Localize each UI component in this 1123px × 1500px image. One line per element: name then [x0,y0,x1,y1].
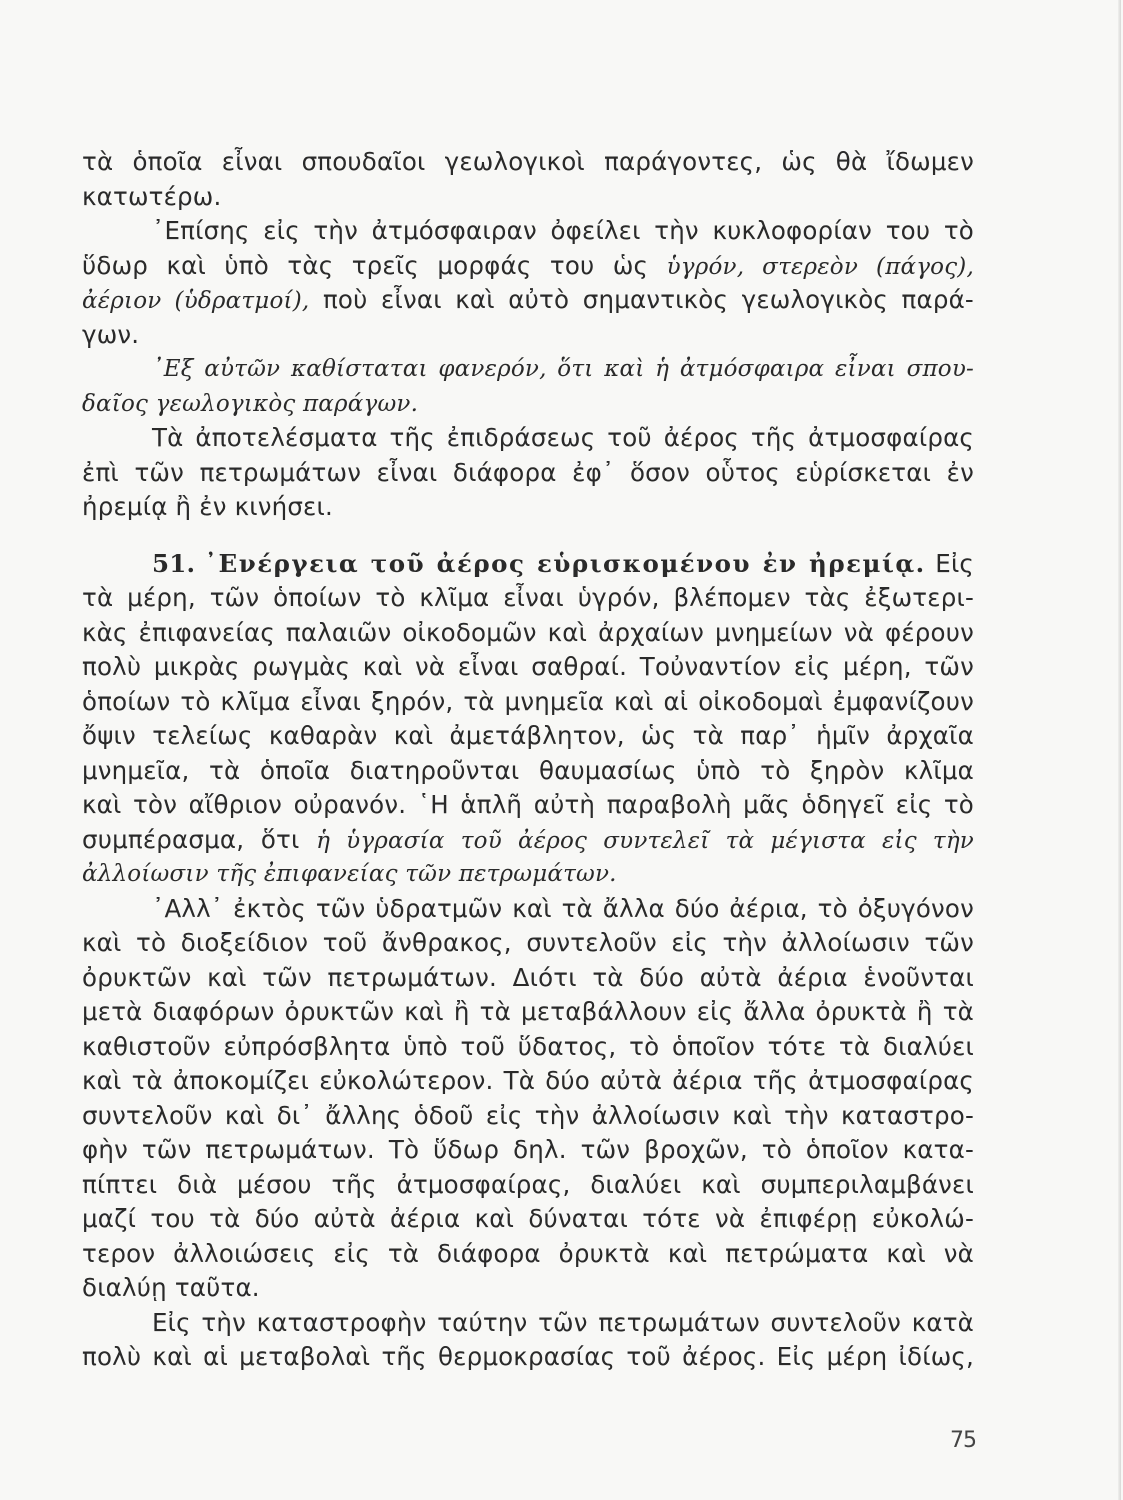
text-line [82,283,974,318]
text-line: Τὰ ἀποτελέσματα τῆς ἐπιδράσεως τοῦ ἀέρος τῆς ἀτμοσφαίρας [152,423,974,452]
text-line: καθιστοῦν εὐπρόσβλητα ὑπὸ τοῦ ὕδατος, τὸ ὁποῖον τότε τὰ διαλύει [82,1031,974,1061]
italic-line: ἀλλοίωσιν τῆς ἐπιφανείας τῶν πετρωμάτων. [82,861,617,887]
paragraph-3 [82,352,974,421]
paragraph-2 [82,214,974,352]
text-span: ποὺ εἶναι καὶ αὐτὸ σημαντικὸς γεωλογικὸς παρά- [322,285,974,314]
italic-span: ἀέριον (ὑδρατμοί), [82,288,310,314]
text-line: συντελοῦν καὶ δι᾿ ἄλλης ὁδοῦ εἰς τὴν ἀλλοίωσιν καὶ τὴν καταστρο- [82,1100,974,1130]
paragraph-7 [82,1306,974,1375]
section-heading-line [82,547,974,582]
italic-line: δαῖος γεωλογικὸς παράγων. [82,390,419,417]
text-line: πίπτει διὰ μέσου τῆς ἀτμοσφαίρας, διαλύει καὶ συμπεριλαμβάνει [82,1169,974,1199]
text-line: κατωτέρω. [82,181,222,211]
text-line: Εἰς τὴν καταστροφὴν ταύτην τῶν πετρωμάτων συντελοῦν κατὰ [152,1307,974,1337]
text-span: ὕδωρ καὶ ὑπὸ τὰς τρεῖς μορφάς του ὡς [82,250,649,280]
text-line: πολὺ καὶ αἱ μεταβολαὶ τῆς θερμοκρασίας τοῦ ἀέρος. Εἰς μέρη ἰδίως, [82,1342,974,1371]
text-line: φὴν τῶν πετρωμάτων. Τὸ ὕδωρ δηλ. τῶν βροχῶν, τὸ ὁποῖον κατα- [82,1135,974,1164]
text-line: πολὺ μικρὰς ρωγμὰς καὶ νὰ εἶναι σαθραί. Τοὐναντίον εἰς μέρη, τῶν [82,652,974,681]
text-line: μαζί του τὰ δύο αὐτὰ ἀέρια καὶ δύναται τότε νὰ ἐπιφέρῃ εὐκολώ- [82,1204,974,1233]
text-span: συμπέρασμα, ὅτι [82,824,300,854]
text-line: ὀρυκτῶν καὶ τῶν πετρωμάτων. Διότι τὰ δύο αὐτὰ ἀέρια ἑνοῦνται [82,962,974,992]
page-body [82,145,974,1375]
text-line: ᾿Αλλ᾿ ἐκτὸς τῶν ὑδρατμῶν καὶ τὰ ἄλλα δύο ἀέρια, τὸ ὀξυγόνον [152,893,974,923]
text-line: ὄψιν τελείως καθαρὰν καὶ ἀμετάβλητον, ὡς τὰ παρ᾿ ἡμῖν ἀρχαῖα [82,721,974,750]
paragraph-1 [82,145,974,214]
text-line [82,823,974,858]
text-line: καὶ τὸ διοξείδιον τοῦ ἄνθρακος, συντελοῦν εἰς τὴν ἀλλοίωσιν τῶν [82,928,974,957]
text-line [82,249,974,284]
text-line: ἐπὶ τῶν πετρωμάτων εἶναι διάφορα ἐφ᾿ ὅσον οὗτος εὑρίσκεται ἐν [82,457,974,487]
italic-span: ὑγρόν, στερεὸν (πάγος), [666,253,974,280]
paragraph-6 [82,892,974,1306]
text-line: ᾿Επίσης εἰς τὴν ἀτμόσφαιραν ὀφείλει τὴν κυκλοφορίαν του τὸ [152,216,974,245]
text-line: μετὰ διαφόρων ὀρυκτῶν καὶ ἢ τὰ μεταβάλλουν εἰς ἄλλα ὀρυκτὰ ἢ τὰ [82,997,974,1026]
text-line: μνημεῖα, τὰ ὁποῖα διατηροῦνται θαυμασίως ὑπὸ τὸ ξηρὸν κλῖμα [82,755,974,785]
text-line: τὰ ὁποῖα εἶναι σπουδαῖοι γεωλογικοὶ παράγοντες, ὡς θὰ ἴδωμεν [82,147,974,176]
italic-line: ᾿Εξ αὐτῶν καθίσταται φανερόν, ὅτι καὶ ἡ ἀτμόσφαιρα εἶναι σπου- [152,356,974,382]
text-line: ἠρεμίᾳ ἢ ἐν κινήσει. [82,492,333,521]
section-51 [82,547,974,892]
text-line: διαλύῃ ταῦτα. [82,1273,260,1302]
text-line: τὰ μέρη, τῶν ὁποίων τὸ κλῖμα εἶναι ὑγρόν, βλέπομεν τὰς ἐξωτερι- [82,583,974,612]
section-number: 51. [152,548,196,578]
page-edge-shadow [1118,0,1121,1500]
text-line: τερον ἀλλοιώσεις εἰς τὰ διάφορα ὀρυκτὰ καὶ πετρώματα καὶ νὰ [82,1238,974,1268]
paragraph-4 [82,421,974,525]
text-line: γων. [82,319,140,349]
text-span: Εἰς [935,548,975,578]
text-line: καὶ τὸν αἴθριον οὐρανόν. ῾Η ἁπλῆ αὐτὴ παραβολὴ μᾶς ὁδηγεῖ εἰς τὸ [82,790,974,819]
text-line: καὶ τὰ ἀποκομίζει εὐκολώτερον. Τὰ δύο αὐτὰ ἀέρια τῆς ἀτμοσφαίρας [82,1066,974,1095]
page-number: 75 [950,1428,976,1453]
text-line: ὁποίων τὸ κλῖμα εἶναι ξηρόν, τὰ μνημεῖα καὶ αἱ οἰκοδομαὶ ἐμφανίζουν [82,686,974,716]
text-line: κὰς ἐπιφανείας παλαιῶν οἰκοδομῶν καὶ ἀρχαίων μνημείων νὰ φέρουν [82,617,974,647]
section-title: ᾿Ενέργεια τοῦ ἀέρος εὑρισκομένου ἐν ἠρεμίᾳ. [204,548,926,578]
italic-span: ἡ ὑγρασία τοῦ ἀέρος συντελεῖ τὰ μέγιστα εἰς τὴν [316,827,974,854]
section-gap [82,525,974,547]
